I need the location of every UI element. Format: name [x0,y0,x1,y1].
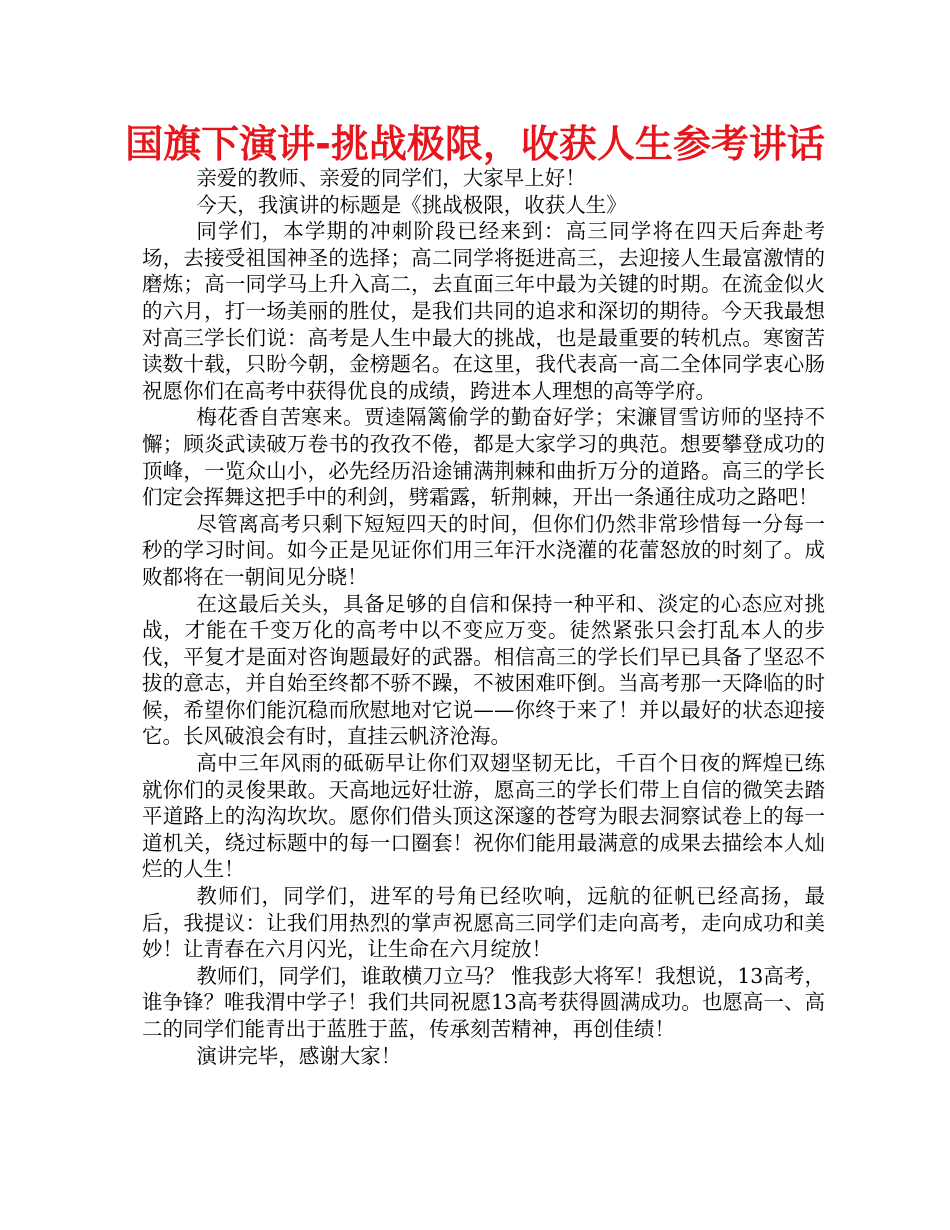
body-paragraph: 尽管离高考只剩下短短四天的时间，但你们仍然非常珍惜每一分每一秒的学习时间。如今正是见证你们用三年汗水浇灌的花蕾怒放的时刻了。成败都将在一朝间见分晓！ [142,511,825,589]
body-paragraph: 同学们，本学期的冲刺阶段已经来到：高三同学将在四天后奔赴考场，去接受祖国神圣的选择；高二同学将挺进高三，去迎接人生最富激情的磨炼；高一同学马上升入高二，去直面三年中最为关键的时期。在流金似火的六月，打一场美丽的胜仗，是我们共同的追求和深切的期待。今天我最想对高三学长们说：高考是人生中最大的挑战，也是最重要的转机点。寒窗苦读数十载，只盼今朝，金榜题名。在这里，我代表高一高二全体同学衷心肠祝愿你们在高考中获得优良的成绩，跨进本人理想的高等学府。 [142,219,825,403]
greeting-paragraph: 亲爱的教师、亲爱的同学们，大家早上好！ [196,166,586,190]
body-paragraph: 高中三年风雨的砥砺早让你们双翅坚韧无比，千百个日夜的辉煌已练就你们的灵俊果敢。天高地远好壮游，愿高三的学长们带上自信的微笑去踏平道路上的沟沟坎坎。愿你们借头顶这深邃的苍穹为眼去洞察试卷上的每一道机关，绕过标题中的每一口圈套！祝你们能用最满意的成果去描绘本人灿烂的人生！ [142,751,825,882]
body-paragraph: 在这最后关头，具备足够的自信和保持一种平和、淡定的心态应对挑战，才能在千变万化的高考中以不变应万变。徒然紧张只会打乱本人的步伐，平复才是面对咨询题最好的武器。相信高三的学长们早已具备了坚忍不拔的意志，并自始至终都不骄不躁，不被困难吓倒。当高考那一天降临的时候，希望你们能沉稳而欣慰地对它说——你终于来了！并以最好的状态迎接它。长风破浪会有时，直挂云帆济沧海。 [142,591,825,749]
speech-title-paragraph: 今天，我演讲的标题是《挑战极限，收获人生》 [196,192,627,217]
document-body [142,165,825,1069]
document-title: 国旗下演讲-挑战极限，收获人生参考讲话 [125,122,825,166]
body-paragraph: 教师们，同学们，谁敢横刀立马？ 惟我彭大将军！我想说，13高考，谁争锋？唯我渭中学子！我们共同祝愿13高考获得圆满成功。也愿高一、高二的同学们能青出于蓝胜于蓝，传承刻苦精神，再创佳绩！ [142,963,825,1041]
body-paragraph: 梅花香自苦寒来。贾逵隔篱偷学的勤奋好学；宋濂冒雪访师的坚持不懈；顾炎武读破万卷书的孜孜不倦，都是大家学习的典范。想要攀登成功的顶峰，一览众山小，必先经历沿途铺满荆棘和曲折万分的道路。高三的学长们定会挥舞这把手中的利剑，劈霜露，斩荆棘，开出一条通往成功之路吧！ [142,405,825,510]
body-paragraph: 教师们，同学们，进军的号角已经吹响，远航的征帆已经高扬，最后，我提议：让我们用热烈的掌声祝愿高三同学们走向高考，走向成功和美妙！让青春在六月闪光，让生命在六月绽放！ [142,884,825,962]
closing-paragraph: 演讲完毕，感谢大家！ [196,1043,402,1068]
